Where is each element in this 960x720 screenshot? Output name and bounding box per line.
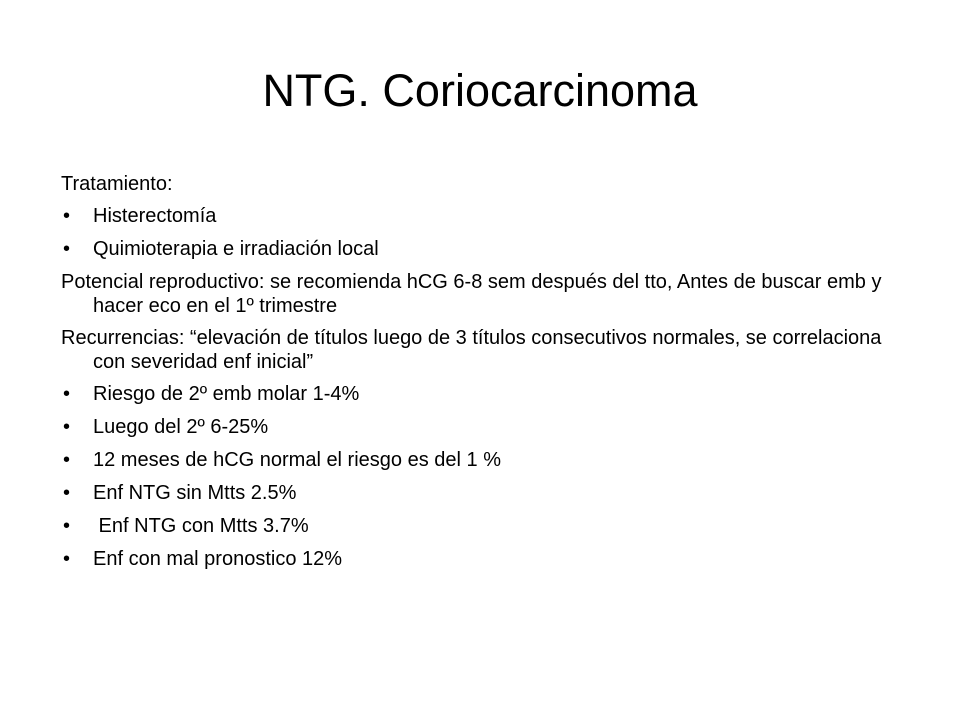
treatment-item-text: Quimioterapia e irradiación local <box>93 238 379 260</box>
bullet-icon: • <box>63 205 71 227</box>
risk-item <box>61 547 911 571</box>
risk-item <box>61 382 911 406</box>
risk-item-text: Enf NTG sin Mtts 2.5% <box>93 482 297 504</box>
slide-body <box>61 172 911 580</box>
treatment-item <box>61 237 911 261</box>
bullet-icon: • <box>63 238 71 260</box>
risk-item-text: Riesgo de 2º emb molar 1-4% <box>93 383 360 405</box>
risk-item-text: Enf NTG con Mtts 3.7% <box>93 515 309 537</box>
bullet-icon: • <box>63 548 71 570</box>
treatment-item-text: Histerectomía <box>93 205 217 227</box>
bullet-icon: • <box>63 482 71 504</box>
treatment-item <box>61 204 911 228</box>
reproductive-paragraph: Potencial reproductivo: se recomienda hCG 6-8 sem después del tto, Antes de buscar emb y hacer eco en el 1º trimestre <box>61 271 882 317</box>
treatment-heading: Tratamiento: <box>61 173 173 195</box>
slide-title: NTG. Coriocarcinoma <box>262 65 698 116</box>
risk-item <box>61 415 911 439</box>
risk-item-text: Luego del 2º 6-25% <box>93 416 269 438</box>
risk-item <box>61 481 911 505</box>
risk-item-text: Enf con mal pronostico 12% <box>93 548 343 570</box>
recurrence-paragraph: Recurrencias: “elevación de títulos luego de 3 títulos consecutivos normales, se correlaciona con severidad enf inicial” <box>61 327 882 373</box>
bullet-icon: • <box>63 383 71 405</box>
bullet-icon: • <box>63 416 71 438</box>
risk-item <box>61 448 911 472</box>
bullet-icon: • <box>63 515 71 537</box>
risk-item <box>61 514 911 538</box>
bullet-icon: • <box>63 449 71 471</box>
risk-item-text: 12 meses de hCG normal el riesgo es del 1 % <box>93 449 501 471</box>
